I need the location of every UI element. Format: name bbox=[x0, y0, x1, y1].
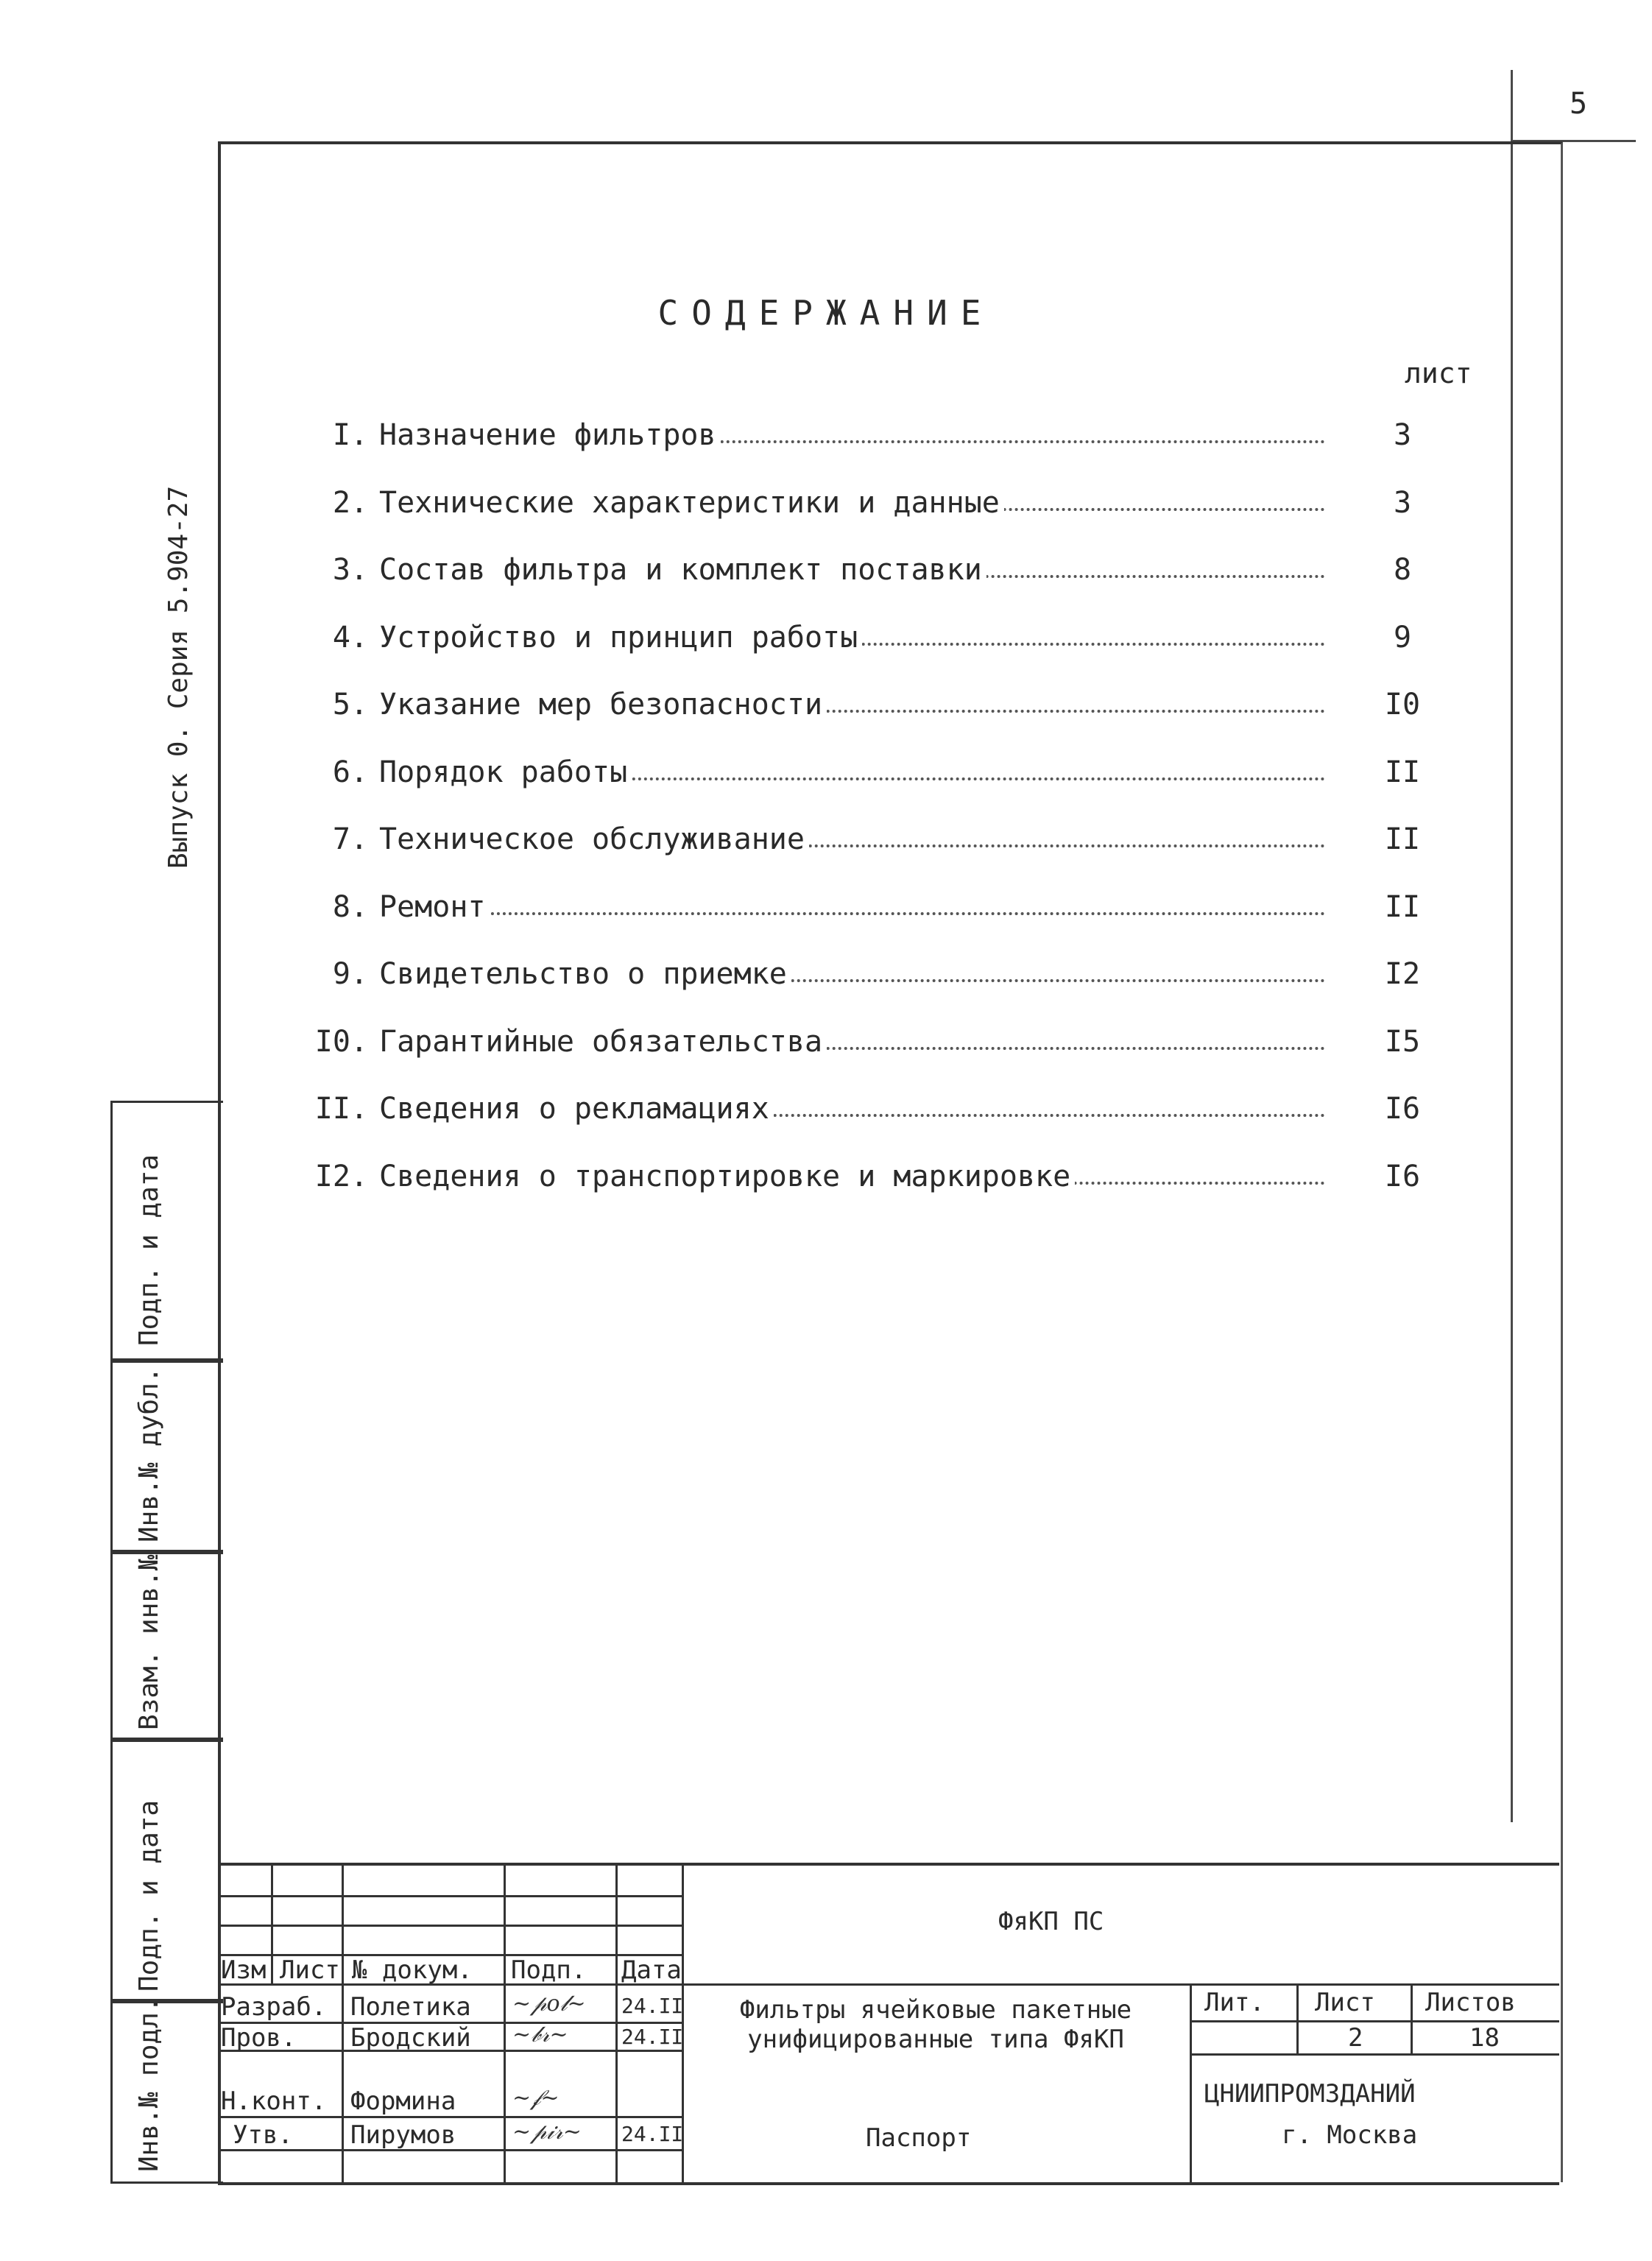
toc-number: I. bbox=[332, 418, 368, 452]
margin-vzam-inv: Взам. инв.№ bbox=[134, 1554, 164, 1730]
toc-number: I0. bbox=[314, 1024, 368, 1059]
toc-page-number: I2 bbox=[1384, 957, 1421, 991]
title-block bbox=[218, 1863, 1559, 2185]
toc-title-text: Сведения о транспортировке и маркировке bbox=[379, 1160, 1075, 1193]
name-normcontrol: Формина bbox=[350, 2087, 456, 2116]
header-sign: Подп. bbox=[511, 1955, 587, 1985]
toc-row bbox=[287, 890, 1465, 934]
toc-number: II. bbox=[314, 1092, 368, 1126]
margin-box-vzam-inv bbox=[110, 1550, 223, 1742]
toc-title-text: Сведения о рекламациях bbox=[379, 1092, 774, 1126]
toc-page-number: 3 bbox=[1393, 485, 1412, 520]
city: г. Москва bbox=[1282, 2120, 1418, 2150]
sheets-value: 18 bbox=[1469, 2023, 1500, 2053]
toc-page-number: I6 bbox=[1384, 1159, 1421, 1193]
toc-number: 2. bbox=[332, 485, 368, 520]
header-date: Дата bbox=[621, 1955, 682, 1985]
toc-number: 4. bbox=[332, 620, 368, 655]
toc-title bbox=[379, 621, 862, 655]
margin-inv-podl: Инв.№ подл. bbox=[134, 1996, 164, 2172]
toc-page-number: II bbox=[1384, 822, 1421, 856]
sheet-value: 2 bbox=[1348, 2023, 1363, 2053]
lit-label: Лит. bbox=[1204, 1988, 1265, 2017]
toc-row bbox=[287, 688, 1465, 732]
name-approver: Пирумов bbox=[350, 2120, 456, 2150]
signature-checker: ~𝒷𝓇~ bbox=[512, 2022, 568, 2047]
toc-row bbox=[287, 822, 1465, 867]
designation: ФяКП ПС bbox=[998, 1907, 1104, 1936]
toc-title-text: Порядок работы bbox=[379, 755, 632, 789]
toc-page-number: I6 bbox=[1384, 1092, 1421, 1126]
sheet-column-label: лист bbox=[1405, 357, 1472, 389]
toc-row bbox=[287, 755, 1465, 800]
toc-page-number: II bbox=[1384, 755, 1421, 789]
toc-title bbox=[379, 755, 632, 789]
series-label: Выпуск 0. Серия 5.904-27 bbox=[163, 485, 194, 869]
header-izm: Изм bbox=[221, 1955, 266, 1985]
toc-page-number: 9 bbox=[1393, 620, 1412, 655]
margin-box-sign-date-1 bbox=[110, 1101, 223, 1363]
role-normcontrol: Н.конт. bbox=[221, 2087, 327, 2116]
margin-sign-date-1: Подп. и дата bbox=[134, 1154, 164, 1346]
date-checker: 24.II bbox=[621, 2025, 684, 2049]
toc-row bbox=[287, 1092, 1465, 1136]
toc-number: 9. bbox=[332, 957, 368, 991]
date-approver: 24.II bbox=[621, 2122, 684, 2146]
document-type: Паспорт bbox=[866, 2123, 972, 2153]
toc-number: 8. bbox=[332, 889, 368, 924]
role-approver: Утв. bbox=[233, 2120, 293, 2150]
header-list: Лист bbox=[280, 1955, 340, 1985]
sheets-label: Листов bbox=[1425, 1988, 1516, 2017]
date-developer: 24.II bbox=[621, 1994, 684, 2018]
toc-row bbox=[287, 553, 1465, 597]
toc-leader-dots bbox=[379, 912, 1325, 915]
toc-page-number: II bbox=[1384, 889, 1421, 924]
toc-row bbox=[287, 1160, 1465, 1204]
signature-normcontrol: ~𝒻~ bbox=[512, 2085, 560, 2111]
name-developer: Полетика bbox=[350, 1992, 471, 2022]
toc-title bbox=[379, 688, 827, 722]
toc-row bbox=[287, 418, 1465, 462]
organization: ЦНИИПРОМЗДАНИЙ bbox=[1204, 2079, 1416, 2109]
signature-developer: ~𝓅𝑜𝓁~ bbox=[512, 1991, 586, 2017]
toc-title bbox=[379, 957, 791, 991]
toc-title bbox=[379, 418, 721, 452]
sheet-label: Лист bbox=[1315, 1988, 1375, 2017]
toc-title-text: Гарантийные обязательства bbox=[379, 1025, 827, 1059]
toc-title-text: Устройство и принцип работы bbox=[379, 621, 862, 655]
page-number: 5 bbox=[1570, 87, 1588, 121]
toc-title bbox=[379, 1160, 1075, 1193]
toc-number: I2. bbox=[314, 1159, 368, 1193]
margin-box-inv-dubl bbox=[110, 1358, 223, 1554]
toc-page-number: I0 bbox=[1384, 688, 1421, 722]
toc-title bbox=[379, 1025, 827, 1059]
toc-number: 6. bbox=[332, 755, 368, 789]
product-name: Фильтры ячейковые пакетные унифицированные типа ФяКП bbox=[739, 1995, 1132, 2054]
toc-page-number: 8 bbox=[1393, 553, 1412, 587]
margin-box-inv-podl bbox=[110, 1996, 223, 2184]
signature-approver: ~𝓅𝒾𝓇~ bbox=[512, 2119, 582, 2145]
margin-sign-date-2: Подп. и дата bbox=[134, 1799, 164, 1992]
toc-title bbox=[379, 486, 1004, 520]
role-checker: Пров. bbox=[221, 2023, 297, 2053]
toc-row bbox=[287, 486, 1465, 530]
role-developer: Разраб. bbox=[221, 1992, 327, 2022]
toc-title-text: Техническое обслуживание bbox=[379, 822, 809, 856]
toc-title bbox=[379, 1092, 774, 1126]
header-doc-no: № докум. bbox=[352, 1955, 473, 1985]
toc-title-text: Ремонт bbox=[379, 890, 490, 924]
toc-title-text: Назначение фильтров bbox=[379, 418, 721, 452]
toc-title-text: Свидетельство о приемке bbox=[379, 957, 791, 991]
margin-box-sign-date-2 bbox=[110, 1738, 223, 2003]
toc-title-text: Технические характеристики и данные bbox=[379, 486, 1004, 520]
toc-page-number: I5 bbox=[1384, 1024, 1421, 1059]
toc-row bbox=[287, 1025, 1465, 1069]
toc-title bbox=[379, 822, 809, 856]
name-checker: Бродский bbox=[350, 2023, 471, 2053]
toc-title-text: Указание мер безопасности bbox=[379, 688, 827, 722]
toc-page-number: 3 bbox=[1393, 418, 1412, 452]
document-title: СОДЕРЖАНИЕ bbox=[657, 293, 995, 333]
toc-title bbox=[379, 890, 490, 924]
toc-title-text: Состав фильтра и комплект поставки bbox=[379, 553, 986, 587]
margin-inv-dubl: Инв.№ дубл. bbox=[134, 1366, 164, 1542]
toc-row bbox=[287, 957, 1465, 1001]
toc-number: 3. bbox=[332, 553, 368, 587]
toc-row bbox=[287, 621, 1465, 665]
toc-number: 7. bbox=[332, 822, 368, 856]
toc-title bbox=[379, 553, 986, 587]
toc-number: 5. bbox=[332, 688, 368, 722]
